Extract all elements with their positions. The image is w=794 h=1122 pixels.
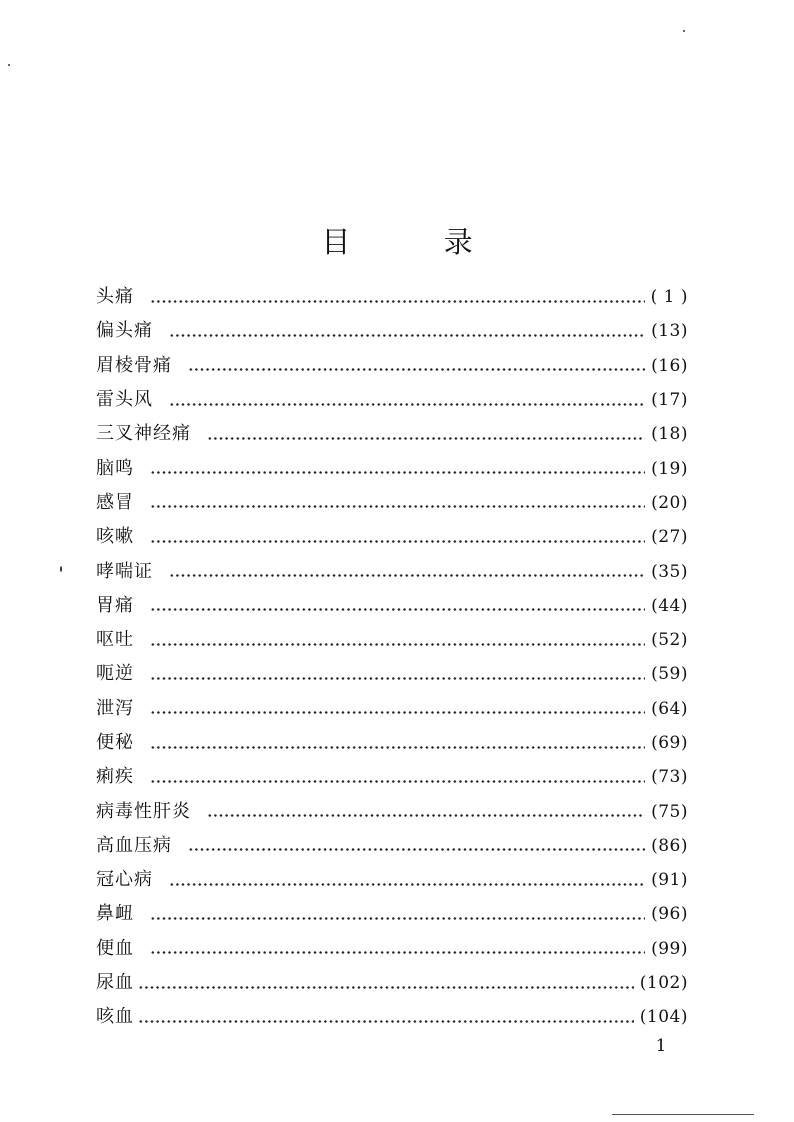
toc-entry-page: (52) xyxy=(651,630,688,651)
dot-leader xyxy=(188,368,645,371)
toc-entry[interactable] xyxy=(96,897,688,931)
dot-leader xyxy=(150,540,645,543)
dot-leader xyxy=(150,608,645,611)
toc-entry-label: 胃痛 xyxy=(96,594,134,616)
dot-leader xyxy=(169,334,645,337)
dot-leader xyxy=(150,677,645,680)
toc-entry-label: 雷头风 xyxy=(96,389,153,411)
toc-entry-label: 眉棱骨痛 xyxy=(96,354,172,376)
toc-entry[interactable] xyxy=(96,383,688,417)
dot-leader xyxy=(169,883,645,886)
dot-leader xyxy=(150,917,645,920)
toc-entry-label: 咳血 xyxy=(96,1006,134,1028)
toc-entry-page: (18) xyxy=(651,424,688,445)
dot-leader xyxy=(150,643,645,646)
toc-entry-label: 高血压病 xyxy=(96,834,172,856)
toc-entry-label: 泄泻 xyxy=(96,697,134,719)
footer-rule xyxy=(612,1114,754,1115)
dot-leader xyxy=(207,437,645,440)
dot-leader xyxy=(169,403,645,406)
toc-entry-label: 咳嗽 xyxy=(96,526,134,548)
toc-entry[interactable] xyxy=(96,486,688,520)
toc-entry[interactable] xyxy=(96,692,688,726)
toc-entry-page: (69) xyxy=(651,733,688,753)
dot-leader xyxy=(150,471,645,474)
toc-entry[interactable] xyxy=(96,829,688,863)
dot-leader xyxy=(138,986,634,989)
table-of-contents xyxy=(96,280,688,1035)
toc-entry-page: ( 1 ) xyxy=(650,287,688,308)
toc-entry-page: (75) xyxy=(651,801,688,822)
toc-entry-page: (27) xyxy=(651,527,688,548)
toc-entry[interactable] xyxy=(96,1000,688,1034)
dot-leader xyxy=(138,1020,634,1023)
toc-entry[interactable] xyxy=(96,280,688,314)
toc-entry-page: (20) xyxy=(651,492,688,513)
toc-entry[interactable] xyxy=(96,657,688,691)
dot-leader xyxy=(150,300,645,303)
toc-entry-page: (102) xyxy=(639,973,688,994)
toc-entry-page: (96) xyxy=(651,904,688,925)
toc-entry-page: (44) xyxy=(651,595,688,616)
toc-entry-label: 尿血 xyxy=(96,972,134,994)
toc-entry[interactable] xyxy=(96,932,688,966)
toc-entry-label: 病毒性肝炎 xyxy=(96,800,191,822)
toc-entry-label: 呃逆 xyxy=(96,663,134,685)
toc-entry-page: (17) xyxy=(651,390,688,411)
toc-entry-label: 偏头痛 xyxy=(96,320,153,342)
page-number: 1 xyxy=(655,1036,667,1056)
toc-entry-label: 鼻衄 xyxy=(96,903,134,925)
toc-entry-label: 便秘 xyxy=(96,732,134,753)
toc-entry-label: 痢疾 xyxy=(96,766,134,788)
dot-leader xyxy=(150,746,645,749)
toc-entry-label: 哮喘证 xyxy=(96,560,153,582)
toc-entry[interactable] xyxy=(96,794,688,828)
page-title: 目 录 xyxy=(321,225,515,259)
toc-entry-label: 头痛 xyxy=(96,286,134,308)
toc-entry-page: (86) xyxy=(651,835,688,856)
toc-entry[interactable] xyxy=(96,451,688,485)
toc-entry-label: 三叉神经痛 xyxy=(96,423,191,445)
dot-leader xyxy=(150,951,645,954)
dot-leader xyxy=(150,780,645,783)
toc-entry[interactable] xyxy=(96,314,688,348)
toc-entry[interactable] xyxy=(96,589,688,623)
toc-entry-page: (59) xyxy=(651,664,688,685)
toc-entry-page: (73) xyxy=(651,767,688,788)
toc-entry[interactable] xyxy=(96,554,688,588)
toc-entry[interactable] xyxy=(96,623,688,657)
toc-entry[interactable] xyxy=(96,726,688,760)
toc-entry-page: (99) xyxy=(651,938,688,959)
toc-entry-page: (19) xyxy=(651,458,688,479)
scan-speck xyxy=(8,64,10,66)
toc-entry-label: 脑鸣 xyxy=(96,457,134,479)
toc-entry-page: (104) xyxy=(639,1007,688,1028)
dot-leader xyxy=(150,711,645,714)
dot-leader xyxy=(207,814,645,817)
toc-entry-page: (91) xyxy=(651,870,688,891)
toc-entry[interactable] xyxy=(96,520,688,554)
toc-entry-page: (13) xyxy=(651,321,688,342)
toc-entry-label: 感冒 xyxy=(96,491,134,513)
toc-entry-page: (35) xyxy=(651,561,688,582)
scan-speck xyxy=(683,30,685,32)
toc-entry[interactable] xyxy=(96,417,688,451)
toc-entry[interactable] xyxy=(96,760,688,794)
dot-leader xyxy=(169,574,645,577)
scan-speck xyxy=(60,566,62,572)
toc-entry-label: 冠心病 xyxy=(96,869,153,891)
dot-leader xyxy=(188,848,645,851)
toc-entry[interactable] xyxy=(96,349,688,383)
toc-entry-page: (16) xyxy=(651,355,688,376)
toc-entry-page: (64) xyxy=(651,698,688,719)
toc-entry[interactable] xyxy=(96,966,688,1000)
dot-leader xyxy=(150,505,645,508)
toc-entry-label: 便血 xyxy=(96,937,134,959)
toc-entry[interactable] xyxy=(96,863,688,897)
toc-entry-label: 呕吐 xyxy=(96,629,134,651)
